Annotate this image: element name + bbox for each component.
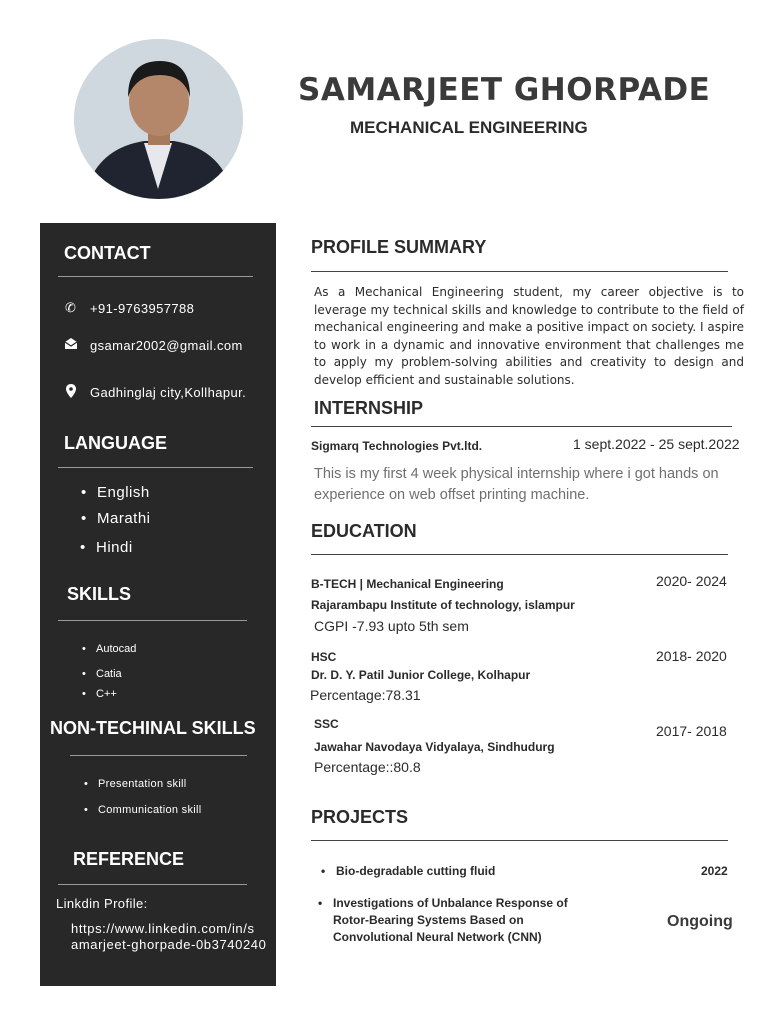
internship-company: Sigmarq Technologies Pvt.ltd. xyxy=(311,439,483,453)
skill-item: • Catia xyxy=(96,668,122,680)
sidebar xyxy=(40,223,276,986)
project-title: • Bio-degradable cutting fluid xyxy=(336,864,495,878)
internship-heading: INTERNSHIP xyxy=(314,398,424,418)
education-score: CGPI -7.93 upto 5th sem xyxy=(314,618,469,634)
project-title-line1: • Investigations of Unbalance Response of xyxy=(333,896,568,910)
contact-heading: CONTACT xyxy=(64,243,151,263)
envelope-icon xyxy=(65,337,77,352)
projects-heading: PROJECTS xyxy=(311,807,409,827)
non-technical-item: • Presentation skill xyxy=(98,778,187,790)
project-status: 2022 xyxy=(701,864,728,878)
education-institute: Rajarambapu Institute of technology, islampur xyxy=(311,598,575,612)
contact-address: Gadhinglaj city,Kollhapur. xyxy=(90,385,247,400)
profile-photo xyxy=(74,39,243,199)
language-item: • Hindi xyxy=(96,539,133,556)
education-heading: EDUCATION xyxy=(311,521,417,541)
education-degree: B-TECH | Mechanical Engineering xyxy=(311,577,504,591)
reference-heading: REFERENCE xyxy=(73,849,185,869)
location-pin-icon xyxy=(66,384,76,401)
internship-divider xyxy=(311,426,732,427)
phone-icon: ✆ xyxy=(65,300,76,315)
education-score: Percentage::80.8 xyxy=(314,759,421,775)
project-title-line2: Rotor-Bearing Systems Based on xyxy=(333,913,524,927)
language-divider xyxy=(58,467,253,468)
contact-email: gsamar2002@gmail.com xyxy=(90,338,243,353)
linkedin-url-line1[interactable]: https://www.linkedin.com/in/s xyxy=(71,921,255,936)
projects-divider xyxy=(311,840,728,841)
non-technical-heading: NON-TECHINAL SKILLS xyxy=(50,718,256,738)
education-degree: SSC xyxy=(314,717,339,731)
reference-divider xyxy=(58,884,247,885)
profile-summary-text: As a Mechanical Engineering student, my career objective is to leverage my technical skills and knowledge to contribute to the field of mechanical engineering and make a positive impact on society. I aspire to work in a dynamic and innovative environment that challenges me to apply my problem-solving abilities and creativity to design and develop efficient and sustainable solutions. xyxy=(314,285,744,387)
education-score: Percentage:78.31 xyxy=(310,687,421,703)
education-institute: Jawahar Navodaya Vidyalaya, Sindhudurg xyxy=(314,740,555,754)
project-title-line3: Convolutional Neural Network (CNN) xyxy=(333,930,542,944)
candidate-title: MECHANICAL ENGINEERING xyxy=(350,118,588,137)
language-item: • Marathi xyxy=(97,510,151,527)
profile-summary-heading: PROFILE SUMMARY xyxy=(311,237,487,257)
contact-divider xyxy=(58,276,253,277)
skill-item: • C++ xyxy=(96,688,117,700)
skill-item: • Autocad xyxy=(96,643,136,655)
linkedin-label: Linkdin Profile: xyxy=(56,896,148,911)
candidate-name: SAMARJEET GHORPADE xyxy=(298,72,711,108)
internship-dates: 1 sept.2022 - 25 sept.2022 xyxy=(573,436,740,452)
internship-description: This is my first 4 week physical internship where i got hands on experience on web offset printing machine. xyxy=(314,466,719,503)
language-item: • English xyxy=(97,484,150,501)
education-years: 2017- 2018 xyxy=(656,723,727,739)
language-heading: LANGUAGE xyxy=(64,433,167,453)
education-institute: Dr. D. Y. Patil Junior College, Kolhapur xyxy=(311,668,531,682)
linkedin-url-line2[interactable]: amarjeet-ghorpade-0b3740240 xyxy=(71,937,267,952)
education-years: 2018- 2020 xyxy=(656,648,727,664)
skills-heading: SKILLS xyxy=(67,584,132,604)
project-status: Ongoing xyxy=(667,913,733,930)
skills-divider xyxy=(58,620,247,621)
profile-photo-illustration xyxy=(74,39,243,199)
non-technical-divider xyxy=(70,755,247,756)
contact-phone: +91-9763957788 xyxy=(90,301,195,316)
education-degree: HSC xyxy=(311,650,337,664)
profile-summary-divider xyxy=(311,271,728,272)
education-divider xyxy=(311,554,728,555)
non-technical-item: • Communication skill xyxy=(98,804,202,816)
education-years: 2020- 2024 xyxy=(656,573,727,589)
